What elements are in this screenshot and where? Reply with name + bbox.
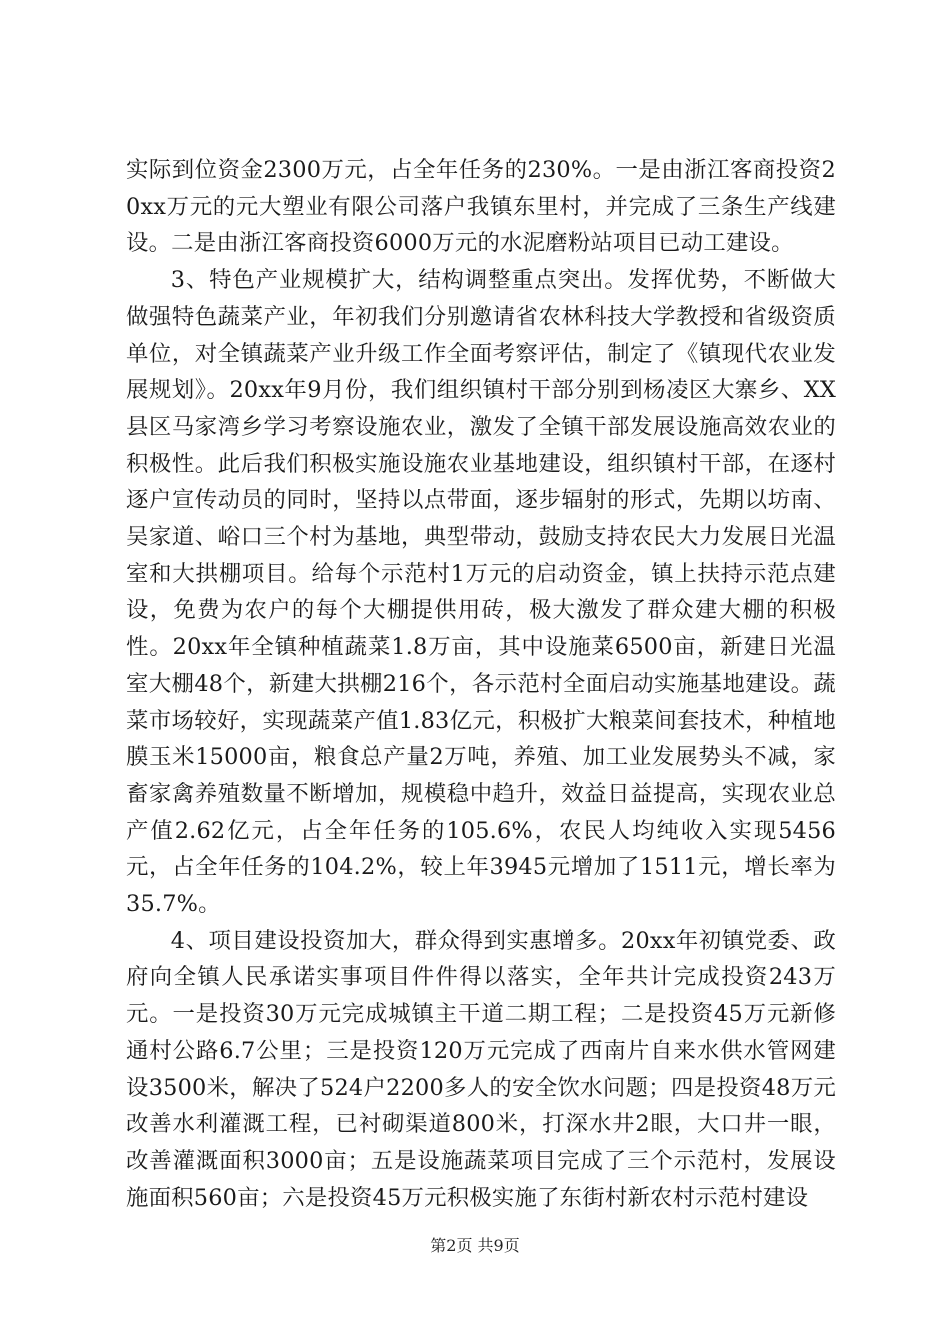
page-footer: 第2页 共9页: [430, 1236, 520, 1255]
paragraph-section-3: 3、特色产业规模扩大，结构调整重点突出。发挥优势，不断做大做强特色蔬菜产业，年初我们分别邀请省农林科技大学教授和省级资质单位，对全镇蔬菜产业升级工作全面考察评估，制定了《镇现代农业发展规划》。20xx年9月份，我们组织镇村干部分别到杨凌区大寨乡、XX县区马家湾乡学习考察设施农业，激发了全镇干部发展设施高效农业的积极性。此后我们积极实施设施农业基地建设，组织镇村干部，在逐村逐户宣传动员的同时，坚持以点带面，逐步辐射的形式，先期以坊南、吴家道、峪口三个村为基地，典型带动，鼓励支持农民大力发展日光温室和大拱棚项目。给每个示范村1万元的启动资金，镇上扶持示范点建设，免费为农户的每个大棚提供用砖，极大激发了群众建大棚的积极性。20xx年全镇种植蔬菜1.8万亩，其中设施菜6500亩，新建日光温室大棚48个，新建大拱棚216个，各示范村全面启动实施基地建设。蔬菜市场较好，实现蔬菜产值1.83亿元，积极扩大粮菜间套技术，种植地膜玉米15000亩，粮食总产量2万吨，养殖、加工业发展势头不减，家畜家禽养殖数量不断增加，规模稳中趋升，效益日益提高，实现农业总产值2.62亿元，占全年任务的105.6%，农民人均纯收入实现5456元，占全年任务的104.2%，较上年3945元增加了1511元，增长率为35.7%。: [126, 267, 836, 918]
paragraph-section-4: 4、项目建设投资加大，群众得到实惠增多。20xx年初镇党委、政府向全镇人民承诺实事项目件件得以落实，全年共计完成投资243万元。一是投资30万元完成城镇主干道二期工程；二是投资45万元新修通村公路6.7公里；三是投资120万元完成了西南片自来水供水管网建设3500米，解决了524户2200多人的安全饮水问题；四是投资48万元改善水利灌溉工程，已衬砌渠道800米，打深水井2眼，大口井一眼，改善灌溉面积3000亩；五是设施蔬菜项目完成了三个示范村，发展设施面积560亩；六是投资45万元积极实施了东街村新农村示范村建设: [126, 927, 836, 1211]
paragraph-continuation: 实际到位资金2300万元，占全年任务的230%。一是由浙江客商投资20xx万元的元大塑业有限公司落户我镇东里村，并完成了三条生产线建设。二是由浙江客商投资6000万元的水泥磨粉站项目已动工建设。: [126, 157, 836, 257]
document-body: [126, 152, 836, 1216]
